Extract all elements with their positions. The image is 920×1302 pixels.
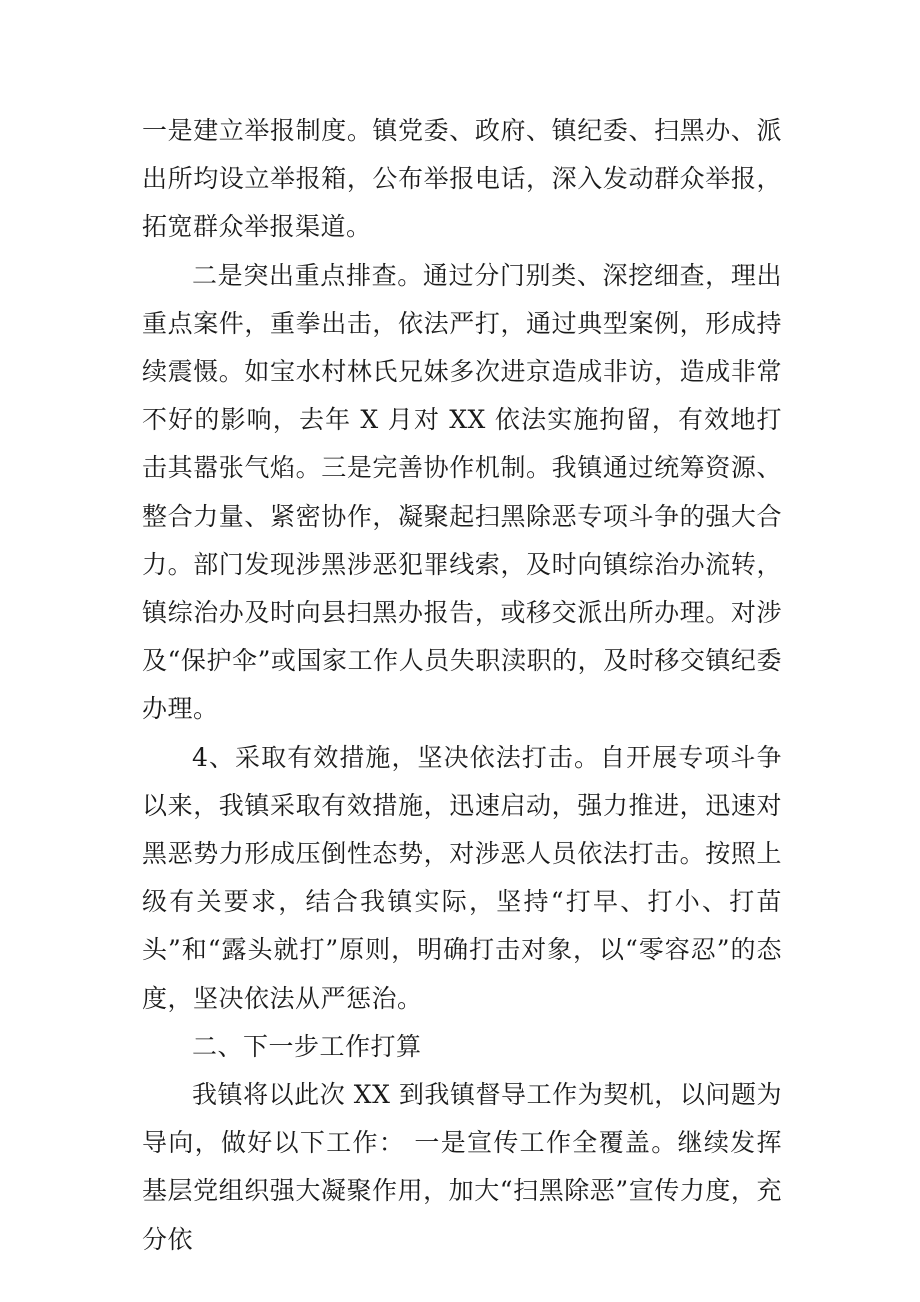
paragraph-effective-measures: 4、采取有效措施，坚决依法打击。自开展专项斗争以来，我镇采取有效措施，迅速启动，强力推进，迅速对黑恶势力形成压倒性态势，对涉恶人员依法打击。按照上级有关要求，结合我镇实际，坚持“打早、打小、打苗头”和“露头就打”原则，明确打击对象，以“零容忍”的态度，坚决依法从严惩治。 [142, 742, 782, 1013]
paragraph-key-investigation: 二是突出重点排查。通过分门别类、深挖细查，理出重点案件，重拳出击，依法严打，通过典型案例，形成持续震慑。如宝水村林氏兄妹多次进京造成非访，造成非常不好的影响，去年 X 月对 XX 依法实施拘留，有效地打击其嚣张气焰。三是完善协作机制。我镇通过统筹资源、整合力量、紧密协作，凝聚起扫黑除恶专项斗争的强大合力。部门发现涉黑涉恶犯罪线索，及时向镇综治办流转，镇综治办及时向县扫黑办报告，或移交派出所办理。对涉及“保护伞”或国家工作人员失职渎职的，及时移交镇纪委办理。 [142, 260, 782, 724]
section-heading-next-steps: 二、下一步工作打算 [192, 1031, 422, 1061]
document-body [142, 107, 782, 1264]
paragraph-reporting-system: 一是建立举报制度。镇党委、政府、镇纪委、扫黑办、派出所均设立举报箱，公布举报电话，深入发动群众举报，拓宽群众举报渠道。 [142, 116, 782, 242]
paragraph-next-work-plan: 我镇将以此次 XX 到我镇督导工作为契机，以问题为导向，做好以下工作： 一是宣传工作全覆盖。继续发挥基层党组织强大凝聚作用，加大“扫黑除恶”宣传力度，充分依 [142, 1080, 782, 1254]
